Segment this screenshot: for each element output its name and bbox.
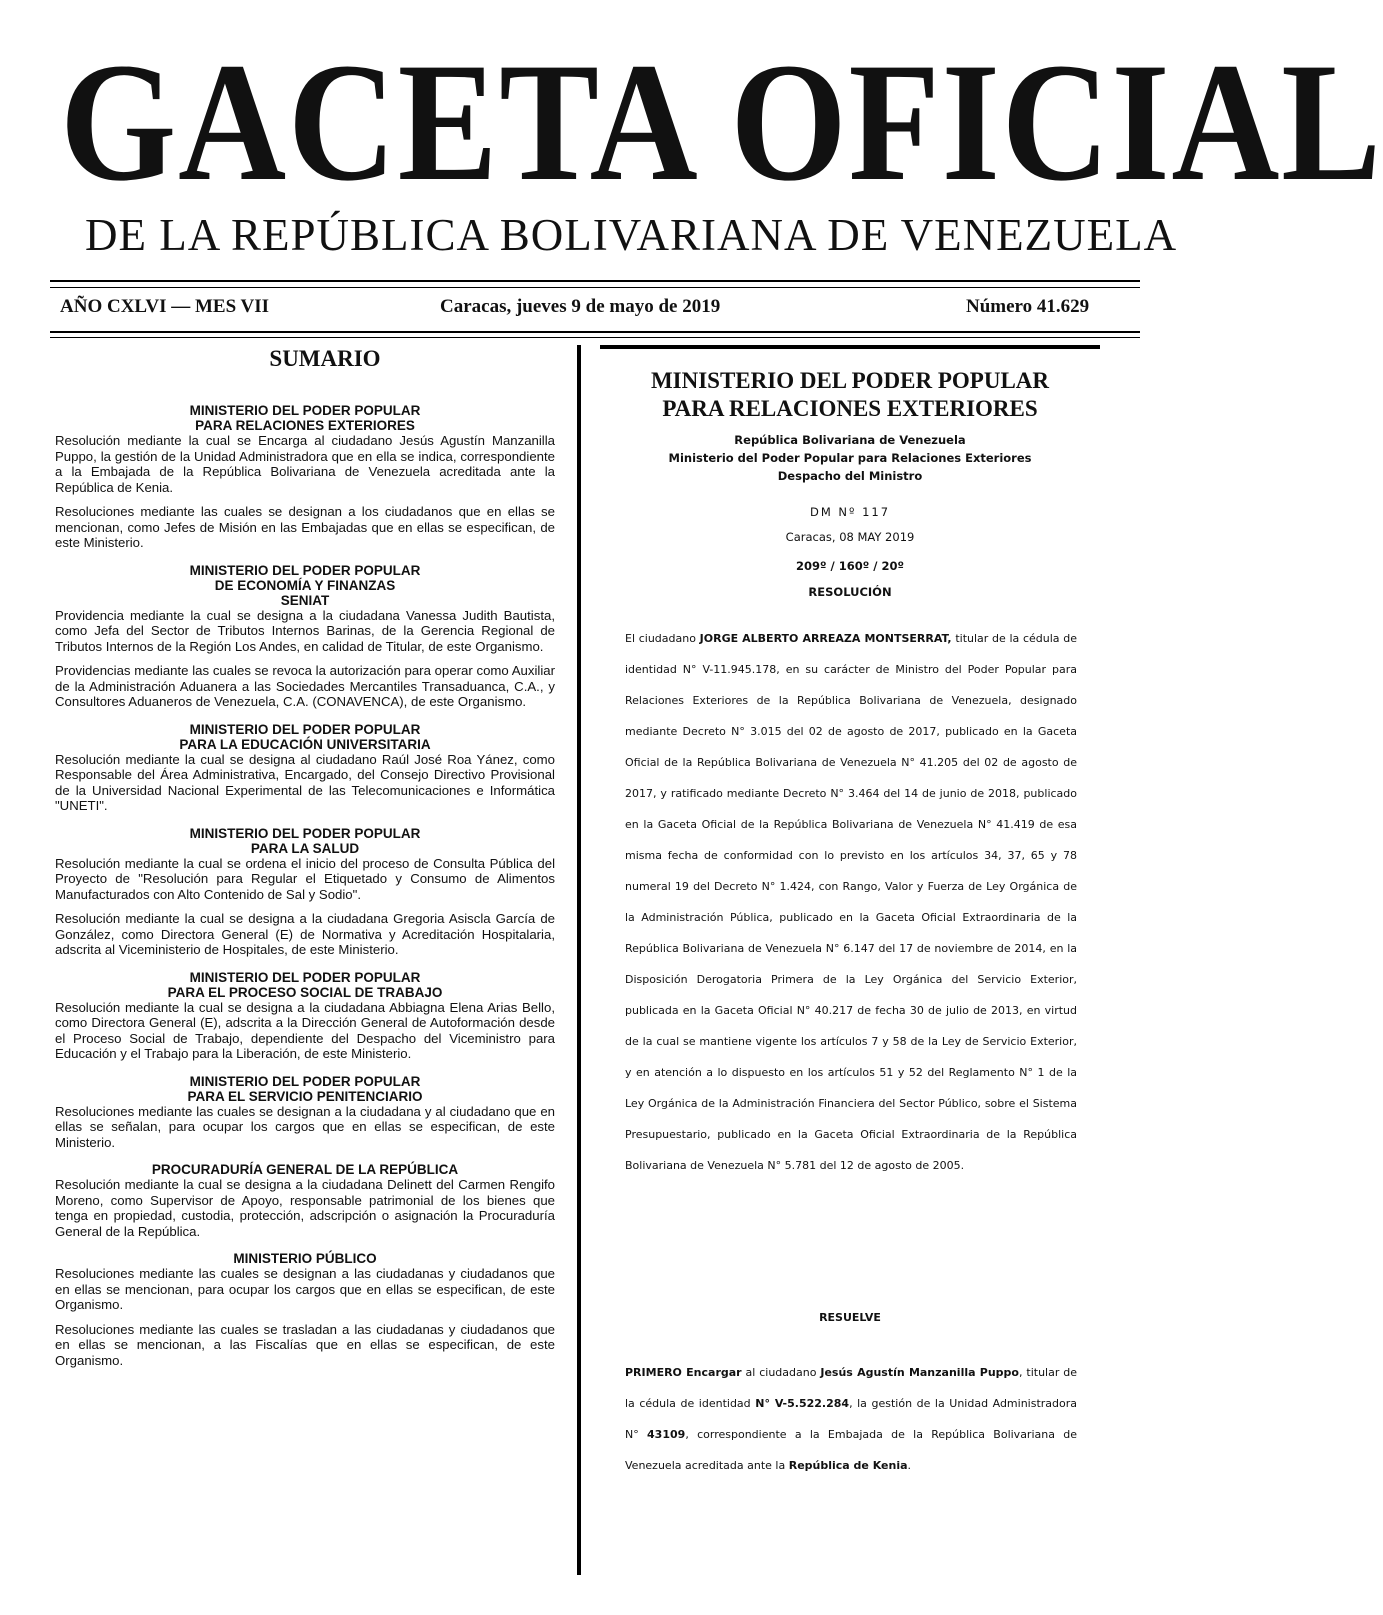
issue-date: Caracas, jueves 9 de mayo de 2019 bbox=[440, 296, 721, 317]
summary-sections bbox=[55, 403, 555, 1368]
summary-title: SUMARIO bbox=[269, 346, 381, 371]
summary-entry: Resoluciones mediante las cuales se designan a los ciudadanos que en ellas se mencionan, como Jefes de Misión en las Embajadas que en ellas se especifican, de este Ministerio. bbox=[55, 504, 555, 550]
masthead-subtitle: DE LA REPÚBLICA BOLIVARIANA DE VENEZUELA bbox=[85, 210, 1178, 260]
primero-text-2: , titular de la cédula de identidad bbox=[625, 1366, 1078, 1410]
summary-section-heading bbox=[55, 970, 555, 1000]
ministry-heading-line1: MINISTERIO DEL PODER POPULAR bbox=[650, 368, 1050, 393]
header-office: Despacho del Ministro bbox=[777, 469, 923, 483]
summary-section bbox=[55, 722, 555, 814]
summary-section bbox=[55, 826, 555, 958]
summary-entry: Resolución mediante la cual se designa a la ciudadana Delinett del Carmen Rengifo Moreno, como Supervisor de Apoyo, responsable patrimonial de los bienes que tenga en propiedad, custodia, protección, adscripción o asignación la Procuraduría General de la República. bbox=[55, 1177, 555, 1239]
header-rule-top bbox=[50, 280, 1140, 282]
ministry-heading-line2: PARA RELACIONES EXTERIORES bbox=[662, 396, 1038, 421]
primero-verb: Encargar bbox=[681, 1366, 742, 1379]
masthead-title: GACETA OFICIAL bbox=[60, 28, 1383, 216]
primero-country: República de Kenia bbox=[788, 1459, 908, 1472]
summary-entry: Resoluciones mediante las cuales se designan a las ciudadanas y ciudadanos que en ellas se mencionan, para ocupar los cargos que en ellas se especifican, de este Organismo. bbox=[55, 1266, 555, 1312]
header-rule-top-thin bbox=[50, 287, 1140, 288]
primero-text-4: , correspondiente a la Embajada de la República Bolivariana de Venezuela acreditada ante la bbox=[625, 1428, 1078, 1472]
issue-year-month: AÑO CXLVI — MES VII bbox=[60, 296, 270, 317]
primero-end: . bbox=[907, 1459, 912, 1472]
years: 209º / 160º / 20º bbox=[796, 559, 904, 573]
summary-section-heading bbox=[55, 1162, 555, 1177]
summary-heading-line: MINISTERIO DEL PODER POPULAR bbox=[189, 969, 421, 985]
primero-name: Jesús Agustín Manzanilla Puppo bbox=[820, 1366, 1019, 1379]
resolution-body bbox=[625, 623, 1077, 1181]
summary-entry: Resolución mediante la cual se designa al ciudadano Raúl José Roa Yánez, como Responsable del Área Administrativa, Encargado, del Consejo Directivo Provisional de la Universidad Nacional Experimental de las Telecomunicaciones e Informática "UNETI". bbox=[55, 751, 555, 813]
summary-heading-line: DE ECONOMÍA Y FINANZAS bbox=[214, 577, 396, 593]
summary-section bbox=[55, 1162, 555, 1239]
summary-section-heading bbox=[55, 722, 555, 752]
summary-section-heading bbox=[55, 403, 555, 433]
column-divider bbox=[577, 345, 581, 1575]
minister-name: JORGE ALBERTO ARREAZA MONTSERRAT, bbox=[699, 632, 952, 645]
summary-heading-line: PROCURADURÍA GENERAL DE LA REPÚBLICA bbox=[151, 1162, 459, 1177]
primero-text-3: , la gestión de la Unidad Administradora N° bbox=[625, 1397, 1078, 1441]
summary-section-heading bbox=[55, 826, 555, 856]
summary-heading-line: MINISTERIO DEL PODER POPULAR bbox=[189, 403, 421, 418]
summary-heading-line: MINISTERIO PÚBLICO bbox=[233, 1251, 377, 1266]
summary-heading-line: MINISTERIO DEL PODER POPULAR bbox=[189, 1073, 421, 1089]
summary-section bbox=[55, 1251, 555, 1368]
summary-entry: Resolución mediante la cual se ordena el inicio del proceso de Consulta Pública del Proyecto de "Resolución para Regular el Etiquetado y Consumo de Alimentos Manufacturados con Alto Contenido de Sal y Sodio". bbox=[55, 855, 555, 902]
issue-number: Número 41.629 bbox=[966, 296, 1090, 317]
summary-heading-line: PARA LA EDUCACIÓN UNIVERSITARIA bbox=[179, 736, 431, 752]
summary-heading-line: PARA RELACIONES EXTERIORES bbox=[195, 418, 415, 433]
summary-section-heading bbox=[55, 563, 555, 608]
primero-article bbox=[625, 1357, 1077, 1481]
summary-entry: Resolución mediante la cual se designa a la ciudadana Gregoria Asiscla García de González, como Directora General (E) de Normativa y Acreditación Hospitalaria, adscrita al Viceministerio de Hospitales, de este Ministerio. bbox=[55, 911, 555, 957]
header-republic: República Bolivariana de Venezuela bbox=[734, 433, 966, 447]
summary-heading-line: SENIAT bbox=[280, 592, 330, 608]
summary-section bbox=[55, 970, 555, 1062]
summary-heading-line: MINISTERIO DEL PODER POPULAR bbox=[189, 562, 421, 578]
summary-heading-line: PARA EL PROCESO SOCIAL DE TRABAJO bbox=[167, 984, 443, 1000]
resuelve-heading: RESUELVE bbox=[819, 1311, 881, 1324]
summary-heading-line: MINISTERIO DEL PODER POPULAR bbox=[189, 721, 421, 737]
summary-heading-line: PARA LA SALUD bbox=[250, 840, 360, 856]
summary-section-heading bbox=[55, 1251, 555, 1266]
summary-entry: Resolución mediante la cual se Encarga al ciudadano Jesús Agustín Manzanilla Puppo, la gestión de la Unidad Administradora que en ella se indica, correspondiente a la Embajada de la República Bolivariana de Venezuela acreditada ante la República de Kenia. bbox=[55, 433, 555, 495]
summary-entry: Resoluciones mediante las cuales se designan a la ciudadana y al ciudadano que en ellas se señalan, para ocupar los cargos que en ellas se especifican, de este Ministerio. bbox=[55, 1103, 555, 1150]
summary-heading-line: MINISTERIO DEL PODER POPULAR bbox=[189, 825, 421, 841]
resolution-label: RESOLUCIÓN bbox=[808, 585, 892, 599]
summary-entry: Providencias mediante las cuales se revoca la autorización para operar como Auxiliar de la Administración Aduanera a las Sociedades Mercantiles Transaduanca, C.A., y Consultores Aduaneros de Venezuela, C.A. (CONAVENCA), de este Organismo. bbox=[55, 663, 555, 709]
dm-number: DM Nº 117 bbox=[809, 505, 891, 519]
ministry-heading bbox=[600, 367, 1100, 423]
summary-section-heading bbox=[55, 1074, 555, 1104]
summary-entry: Providencia mediante la cual se designa a la ciudadana Vanessa Judith Bautista, como Jefa del Sector de Tributos Internos Barinas, de la Gerencia Regional de Tributos Internos de la Región Los Andes, en calidad de Titular, de este Organismo. bbox=[55, 607, 555, 654]
header-rule-bottom bbox=[50, 331, 1140, 333]
primero-label: PRIMERO bbox=[625, 1366, 682, 1379]
primero-ci: N° V-5.522.284 bbox=[755, 1397, 850, 1410]
header-ministry: Ministerio del Poder Popular para Relaciones Exteriores bbox=[668, 451, 1032, 465]
summary-entry: Resolución mediante la cual se designa a la ciudadana Abbiagna Elena Arias Bello, como Directora General (E), adscrita a la Dirección General de Autoformación desde el Proceso Social de Trabajo, dependiente del Despacho del Viceministro para Educación y el Trabajo para la Liberación, de este Ministerio. bbox=[55, 999, 555, 1061]
summary-entry: Resoluciones mediante las cuales se trasladan a las ciudadanas y ciudadanos que en ellas se mencionan, a las Fiscalías que en ellas se especifican, de este Organismo. bbox=[55, 1321, 555, 1368]
primero-text-1: al ciudadano bbox=[741, 1366, 821, 1379]
header-rule-bottom-thin bbox=[50, 337, 1140, 338]
summary-section bbox=[55, 403, 555, 551]
summary-heading-line: PARA EL SERVICIO PENITENCIARIO bbox=[187, 1088, 423, 1104]
resolution-top-rule bbox=[600, 345, 1100, 349]
summary-section bbox=[55, 563, 555, 710]
summary-column bbox=[55, 345, 555, 1380]
resolution-body-text: titular de la cédula de identidad N° V-11.945.178, en su carácter de Ministro del Poder Popular para Relaciones Exteriores de la República Bolivariana de Venezuela, designado mediante Decreto N° 3.015 del 02 de agosto de 2017, publicado en la Gaceta Oficial de la República Bolivariana de Venezuela N° 41.205 del 02 de agosto de 2017, y ratificado mediante Decreto N° 3.464 del 14 de junio de 2018, publicado en la Gaceta Oficial de la República Bolivariana de Venezuela N° 41.419 de esa misma fecha de conformidad con lo previsto en los artículos 34, 37, 65 y 78 numeral 19 del Decreto N° 1.424, con Rango, Valor y Fuerza de Ley Orgánica de la Administración Pública, publicado en la Gaceta Oficial Extraordinaria de la República Bolivariana de Venezuela N° 6.147 del 17 de noviembre de 2014, en la Disposición Derogatoria Primera de la Ley Orgánica del Servicio Exterior, publicada en la Gaceta Oficial N° 40.217 de fecha 30 de julio de 2013, en virtud de la cual se mantiene vigente los artículos 7 y 58 de la Ley de Servicio Exterior, y en atención a lo dispuesto en los artículos 51 y 52 del Reglamento N° 1 de la Ley Orgánica de la Administración Financiera del Sector Público, sobre el Sistema Presupuestario, publicado en la Gaceta Oficial Extraordinaria de la República Bolivariana de Venezuela N° 5.781 del 12 de agosto de 2005. bbox=[625, 632, 1077, 1172]
place-date: Caracas, 08 MAY 2019 bbox=[785, 530, 915, 544]
summary-section bbox=[55, 1074, 555, 1151]
primero-unit: 43109 bbox=[647, 1428, 686, 1441]
minister-prefix: El ciudadano bbox=[625, 632, 700, 645]
